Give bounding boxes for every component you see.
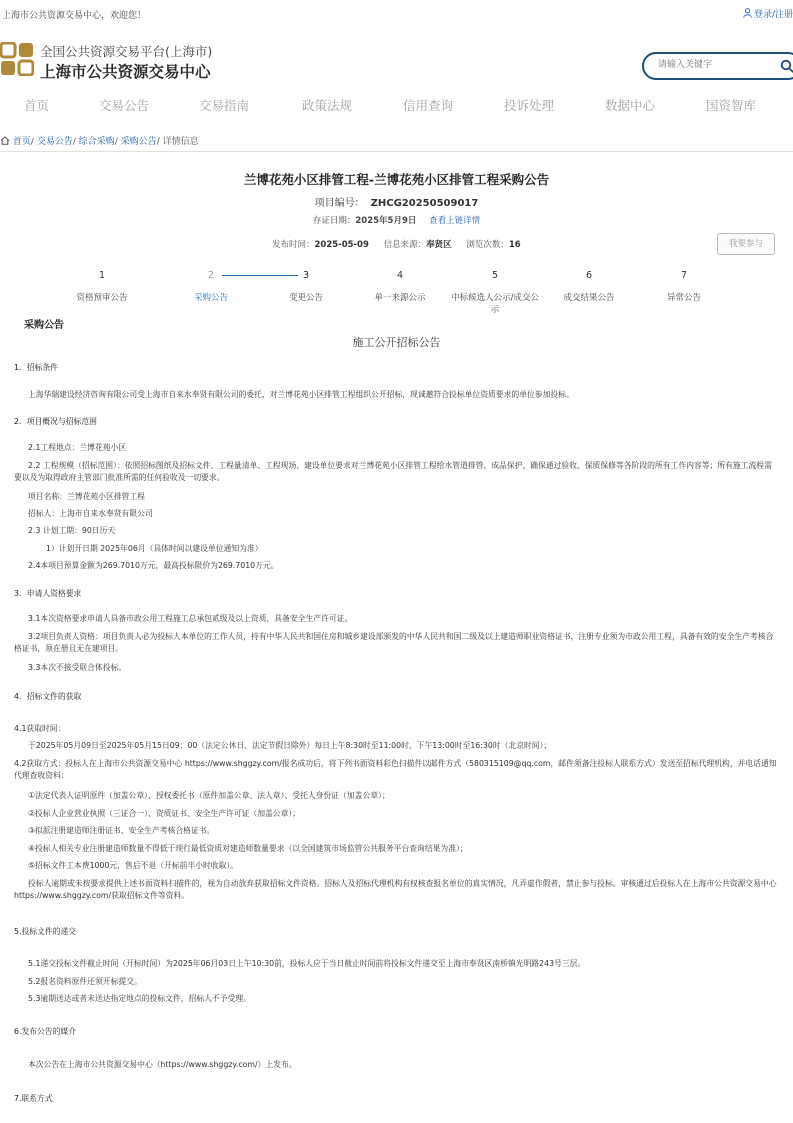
login-link[interactable] — [743, 7, 793, 20]
paragraph: 2.3 计划工期：90日历天 — [28, 526, 116, 535]
search-icon[interactable] — [780, 59, 793, 73]
view-chain-link[interactable]: 查看上链详情 — [429, 216, 481, 226]
paragraph: 2.1工程地点：兰博花苑小区 — [28, 443, 127, 452]
step-label: 成交结果公告 — [563, 293, 615, 303]
step-number: 2 — [207, 270, 215, 281]
step-label: 采购公告 — [193, 293, 228, 303]
breadcrumb-procurement[interactable]: 综合采购 — [78, 137, 115, 147]
section-heading: 4．招标文件的获取 — [14, 692, 82, 701]
section-title: 采购公告 — [24, 320, 64, 331]
step-progress-line — [222, 275, 298, 276]
section-heading: 5.投标文件的递交 — [14, 927, 77, 936]
paragraph: 5.3逾期送达或者未送达指定地点的投标文件，招标人不予受理。 — [28, 994, 251, 1003]
divider — [0, 151, 793, 152]
paragraph: 3.2项目负责人资格：项目负责人必为投标人本单位的工作人员，持有中华人民共和国住房和城乡建设部颁发的中华人民共和国二级及以上建造师职业资格证书，注册专业须为市政公用工程，具备有效的安全生产考核合格证书，须在册且无在建项目。 — [14, 632, 774, 653]
proof-date-label: 存证日期： — [312, 216, 356, 226]
section-heading: 6.发布公告的媒介 — [14, 1027, 77, 1036]
search-input[interactable] — [656, 59, 770, 71]
notice-title: 兰博花苑小区排管工程-兰博花苑小区排管工程采购公告 — [243, 172, 550, 187]
step-number: 4 — [396, 270, 404, 281]
paragraph: 4.1获取时间： — [14, 724, 66, 733]
center-name: 上海市公共资源交易中心 — [40, 63, 211, 81]
list-item: ③拟派注册建造师注册证书、安全生产考核合格证书。 — [28, 826, 215, 835]
list-item: ④投标人相关专业注册建造师数量不得低于现行最低资质对建造师数量要求（以全国建筑市场监管公共服务平台查询结果为准）； — [28, 844, 468, 853]
step-label: 资格预审公告 — [76, 293, 128, 303]
project-number-label: 项目编号： — [314, 198, 365, 209]
list-item: ①法定代表人证明原件（加盖公章）、授权委托书（原件加盖公章、法人章）、受托人身份证（加盖公章）； — [28, 791, 390, 800]
list-item: ⑤招标文件工本费1000元，售后不退（开标前半小时收取）。 — [28, 861, 239, 870]
section-heading: 1．招标条件 — [14, 363, 58, 372]
paragraph: 招标人：上海市自来水奉贤有限公司 — [28, 509, 153, 518]
publish-label: 发布时间： — [272, 240, 315, 250]
paragraph: 于2025年05月09日至2025年05月15日09：00（法定公休日、法定节假日除外）每日上午8:30时至11:00时，下午13:00时至16:30时（北京时间）； — [28, 741, 552, 750]
nav-think-tank[interactable]: 国资智库 — [706, 98, 757, 113]
notice-meta — [272, 238, 533, 250]
platform-name: 全国公共资源交易平台(上海市) — [40, 44, 213, 59]
section-heading: 2．项目概况与招标范围 — [14, 417, 97, 426]
paragraph: 5.2报名资料原件还须开标提交。 — [28, 977, 142, 986]
paragraph: 本次公告在上海市公共资源交易中心（https://www.shggzy.com/）上发布。 — [28, 1060, 297, 1069]
breadcrumb: 首页/ 交易公告/ 综合采购/ 采购公告/ 详情信息 — [0, 134, 199, 147]
project-number — [0, 194, 793, 209]
step-label: 异常公告 — [666, 293, 701, 303]
main-nav — [0, 96, 793, 118]
home-icon — [0, 136, 10, 145]
paragraph: 5.1递交投标文件截止时间（开标时间）为2025年06月03日上午10:30前，投标人应于当日截止时间前将投标文件递交至上海市奉贤区南桥镇光明路243号三层。 — [28, 959, 586, 968]
nav-home[interactable]: 首页 — [24, 98, 50, 113]
join-button[interactable]: 我要参与 — [717, 233, 775, 255]
project-number-value: ZHCG20250509017 — [370, 198, 479, 209]
paragraph: 4.2获取方式：投标人在上海市公共资源交易中心 https://www.shggzy.com/报名成功后，将下列书面资料彩色扫描件以邮件方式（580315109@qq.com，邮件须备注投标人联系方式）发送至招标代理机构，并电话通知代理查收资料： — [14, 759, 777, 780]
source-value: 奉贤区 — [426, 240, 452, 250]
search-box — [642, 52, 793, 80]
breadcrumb-detail: 详情信息 — [162, 137, 199, 147]
step-number: 5 — [491, 270, 499, 281]
nav-trade-guide[interactable]: 交易指南 — [199, 98, 250, 113]
paragraph: 投标人逾期或未按要求提供上述书面资料扫描件的，视为自动放弃获取招标文件资格。招标人及招标代理机构有权核查报名单位的真实情况，凡弄虚作假者，禁止参与投标。审核通过后投标人在上海市公共资源交易中心 https://www.shggzy.com/获取招标文件等资料。 — [14, 879, 777, 900]
breadcrumb-home[interactable]: 首页 — [12, 137, 31, 147]
paragraph: 项目名称：兰博花苑小区排管工程 — [28, 492, 145, 501]
paragraph: 1）计划开日期 2025年06月（具体时间以建设单位通知为准） — [46, 544, 263, 553]
paragraph: 上海华瑞建设经济咨询有限公司受上海市自来水奉贤有限公司的委托，对兰博花苑小区排管工程组织公开招标，现诚邀符合投标单位资质要求的单位参加投标。 — [28, 390, 574, 399]
views-value: 16 — [508, 240, 521, 250]
nav-trade-notice[interactable]: 交易公告 — [99, 98, 150, 113]
views-label: 浏览次数： — [466, 240, 509, 250]
paragraph: 3.1本次资格要求申请人具备市政公用工程施工总承包贰级及以上资质，具备安全生产许可证。 — [28, 614, 353, 623]
step-label: 单一来源公示 — [374, 293, 426, 303]
source-label: 信息来源： — [383, 240, 427, 250]
user-icon — [743, 8, 752, 18]
breadcrumb-trade-notice[interactable]: 交易公告 — [36, 137, 73, 147]
welcome-text: 上海市公共资源交易中心，欢迎您！ — [2, 11, 147, 21]
step-label: 中标候选人公示/成交公示 — [451, 293, 539, 315]
list-item: ②投标人企业营业执照（三证合一）、资质证书、安全生产许可证（加盖公章）； — [28, 809, 301, 818]
section-heading: 3．申请人资格要求 — [14, 589, 82, 598]
proof-date-value: 2025年5月9日 — [355, 216, 417, 226]
logo-icon — [0, 42, 34, 76]
paragraph: 3.3本次不接受联合体投标。 — [28, 663, 127, 672]
step-number: 1 — [98, 270, 106, 281]
breadcrumb-purchase-notice[interactable]: 采购公告 — [120, 137, 157, 147]
nav-policy[interactable]: 政策法规 — [302, 98, 353, 113]
notice-heading: 施工公开招标公告 — [352, 336, 441, 349]
step-label: 变更公告 — [288, 293, 323, 303]
proof-date — [0, 214, 793, 226]
paragraph: 2.4本项目预算金额为269.7010万元，最高投标限价为269.7010万元。 — [28, 561, 279, 570]
step-number: 3 — [302, 270, 310, 281]
nav-data-center[interactable]: 数据中心 — [605, 98, 656, 113]
nav-credit[interactable]: 信用查询 — [403, 98, 454, 113]
step-number: 7 — [680, 270, 688, 281]
nav-complaint[interactable]: 投诉处理 — [504, 98, 555, 113]
step-number: 6 — [585, 270, 593, 281]
section-heading: 7.联系方式 — [14, 1094, 53, 1103]
publish-time: 2025-05-09 — [314, 240, 369, 250]
paragraph: 2.2 工程规模（招标范围）：依照招标图纸及招标文件、工程量清单、工程现场、建设单位要求对兰博花苑小区排管工程给水管道排管、成品保护、确保通过验收、保质保修等各阶段的所有工作内容等；所有施工流程需要以及为取得政府主管部门批准所需的任何验收及一切要求。 — [14, 461, 772, 482]
top-bar — [0, 0, 793, 28]
login-label[interactable]: 登录/注册 — [753, 10, 793, 20]
